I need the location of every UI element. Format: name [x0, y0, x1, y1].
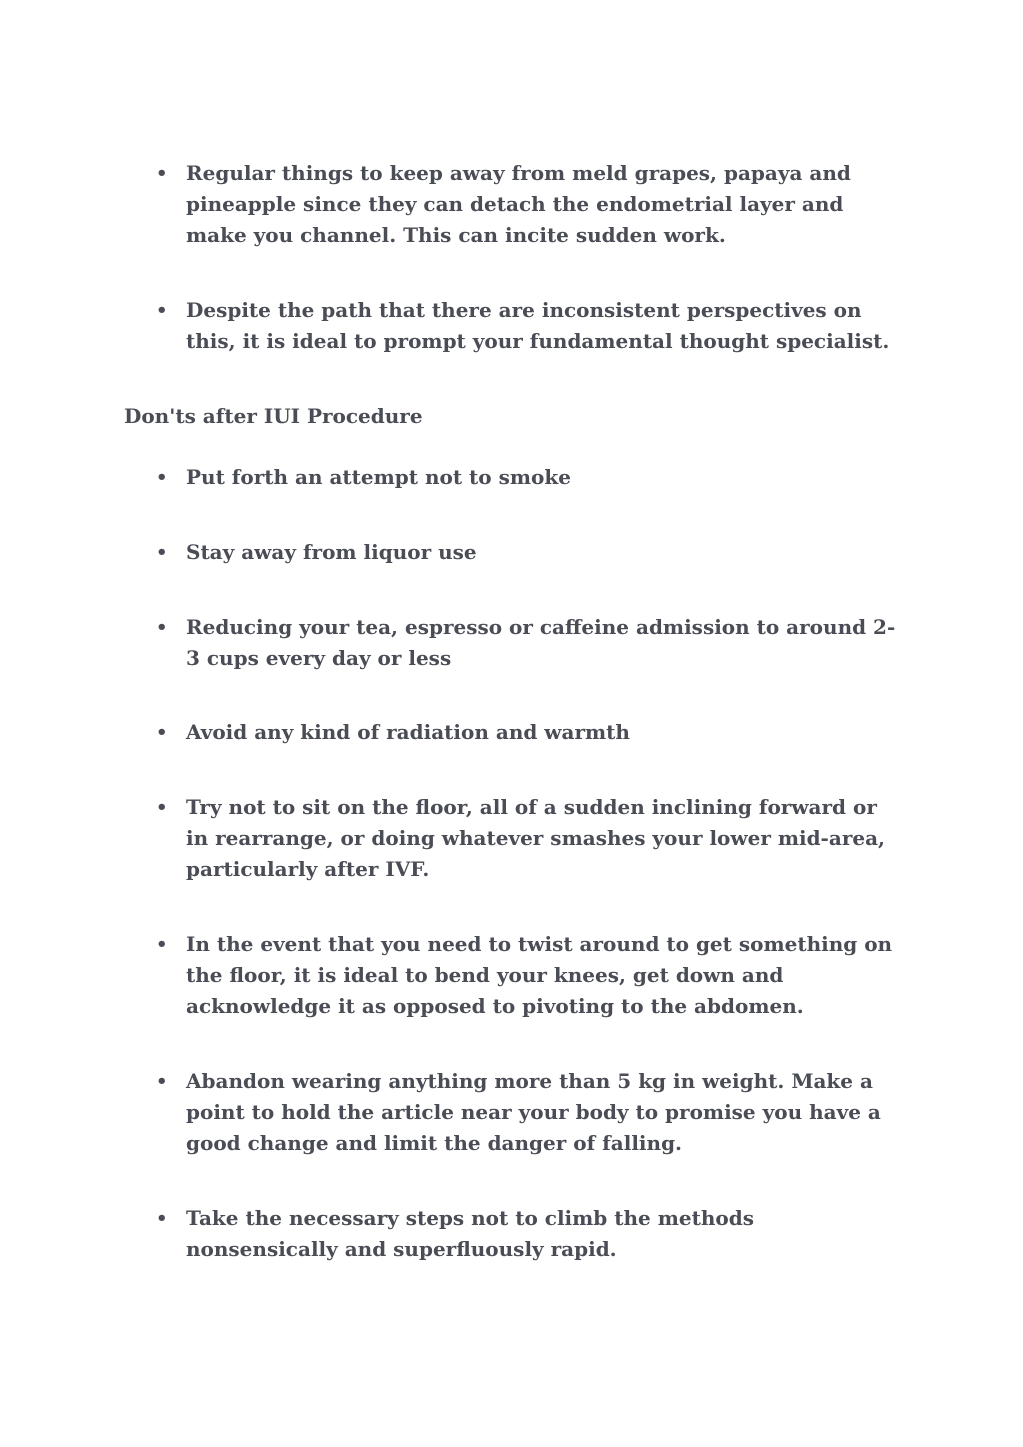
donts-heading: Don'ts after IUI Procedure [124, 404, 423, 428]
bullet-icon: • [156, 1071, 168, 1092]
list-item-text: Stay away from liquor use [186, 540, 477, 564]
list-item [156, 462, 902, 493]
bullet-icon: • [156, 722, 168, 743]
list-item [156, 1203, 902, 1265]
list-item-text: Avoid any kind of radiation and warmth [186, 720, 630, 744]
list-item-text: Reducing your tea, espresso or caffeine admission to around 2-3 cups every day or less [186, 615, 896, 670]
bullet-icon: • [156, 934, 168, 955]
list-item-text: Try not to sit on the floor, all of a sudden inclining forward or in rearrange, or doing whatever smashes your lower mid-area, particularly after IVF. [186, 795, 886, 881]
list-item-text: Take the necessary steps not to climb the methods nonsensically and superfluously rapid. [186, 1206, 754, 1261]
list-item-text: Abandon wearing anything more than 5 kg in weight. Make a point to hold the article near your body to promise you have a good change and limit the danger of falling. [186, 1069, 881, 1155]
list-item [156, 295, 902, 357]
list-item [156, 537, 902, 568]
bullet-icon: • [156, 617, 168, 638]
list-item-text: Put forth an attempt not to smoke [186, 465, 571, 489]
bullet-icon: • [156, 163, 168, 184]
list-item [156, 792, 902, 885]
bullet-icon: • [156, 542, 168, 563]
list-item [156, 1066, 902, 1159]
list-item [156, 929, 902, 1022]
list-item [156, 612, 902, 674]
bullet-icon: • [156, 1208, 168, 1229]
bullet-icon: • [156, 300, 168, 321]
bullet-icon: • [156, 467, 168, 488]
list-item-text: In the event that you need to twist around to get something on the floor, it is ideal to bend your knees, get down and acknowledge it as opposed to pivoting to the abdomen. [186, 932, 893, 1018]
list-item-text: Regular things to keep away from meld grapes, papaya and pineapple since they can detach the endometrial layer and make you channel. This can incite sudden work. [186, 161, 851, 247]
bullet-icon: • [156, 797, 168, 818]
list-item [156, 717, 902, 748]
list-item [156, 158, 902, 251]
list-item-text: Despite the path that there are inconsistent perspectives on this, it is ideal to prompt your fundamental thought specialist. [186, 298, 890, 353]
